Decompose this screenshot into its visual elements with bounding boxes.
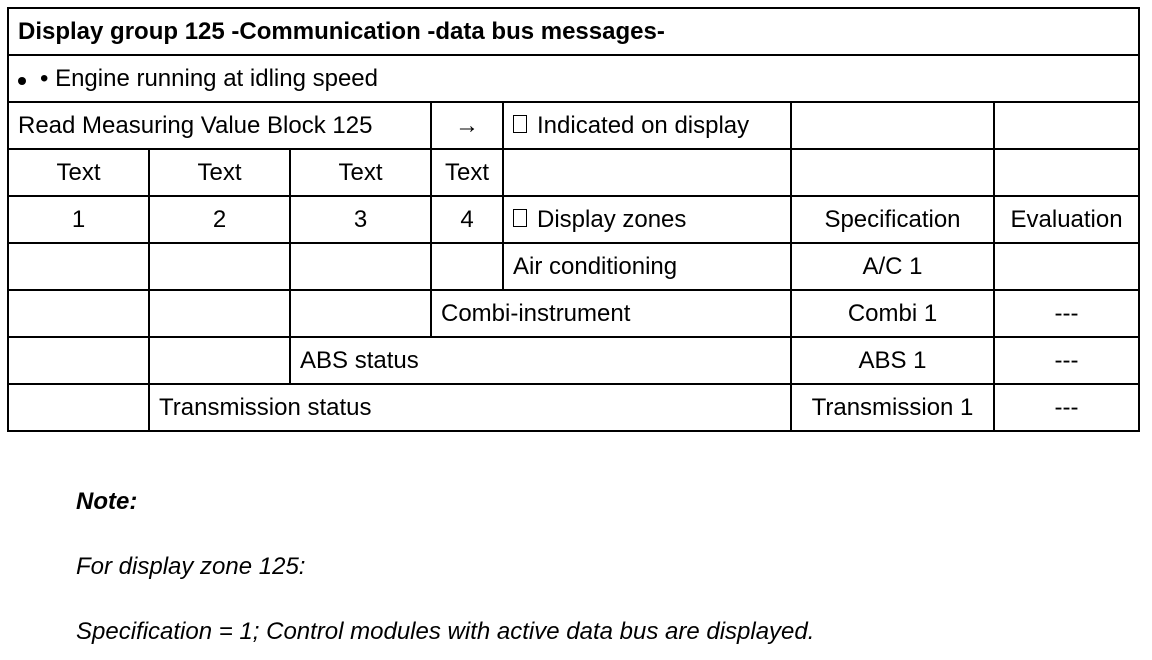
row-label: Transmission status (149, 384, 791, 431)
empty-cell (994, 149, 1139, 196)
specification-header: Specification (791, 196, 994, 243)
empty-cell (149, 337, 290, 384)
indicated-cell (503, 102, 791, 149)
table-row (8, 243, 1139, 290)
empty-cell (290, 243, 431, 290)
condition-text: • Engine running at idling speed (40, 64, 378, 92)
row-eval: --- (994, 337, 1139, 384)
table-row (8, 384, 1139, 431)
zone-number-4: 4 (431, 196, 503, 243)
note-line-2: Specification = 1; Control modules with active data bus are displayed. (76, 618, 815, 645)
empty-cell (8, 290, 149, 337)
empty-cell (994, 102, 1139, 149)
read-block-label: Read Measuring Value Block 125 (8, 102, 431, 149)
table-row (8, 337, 1139, 384)
indicated-label: Indicated on display (537, 111, 750, 139)
zone-number-1: 1 (8, 196, 149, 243)
row-eval: --- (994, 384, 1139, 431)
row-label: ABS status (290, 337, 791, 384)
row-label: Combi-instrument (431, 290, 791, 337)
empty-cell (290, 290, 431, 337)
row-spec: A/C 1 (791, 243, 994, 290)
row-spec: ABS 1 (791, 337, 994, 384)
text-header-3: Text (290, 149, 431, 196)
display-zones-label: Display zones (537, 205, 687, 233)
condition-cell (8, 55, 1139, 102)
empty-cell (149, 290, 290, 337)
table-title: Display group 125 -Communication -data bus messages- (8, 8, 1139, 55)
row-spec: Transmission 1 (791, 384, 994, 431)
zone-number-row (8, 196, 1139, 243)
row-label: Air conditioning (503, 243, 791, 290)
text-header-2: Text (149, 149, 290, 196)
table-row (8, 290, 1139, 337)
display-box-icon (513, 209, 527, 227)
display-box-icon (513, 115, 527, 133)
zone-number-3: 3 (290, 196, 431, 243)
note-line-1: For display zone 125: (76, 553, 306, 580)
measuring-value-table (7, 7, 1140, 432)
read-block-row (8, 102, 1139, 149)
note-heading: Note: (76, 488, 138, 515)
row-eval (994, 243, 1139, 290)
bullet-icon (18, 77, 26, 85)
text-header-row (8, 149, 1139, 196)
row-eval: --- (994, 290, 1139, 337)
empty-cell (431, 243, 503, 290)
row-spec: Combi 1 (791, 290, 994, 337)
text-header-4: Text (431, 149, 503, 196)
display-zones-header (503, 196, 791, 243)
text-header-1: Text (8, 149, 149, 196)
empty-cell (791, 149, 994, 196)
empty-cell (791, 102, 994, 149)
empty-cell (8, 243, 149, 290)
empty-cell (503, 149, 791, 196)
evaluation-header: Evaluation (994, 196, 1139, 243)
empty-cell (8, 337, 149, 384)
condition-row (8, 55, 1139, 102)
title-row (8, 8, 1139, 55)
empty-cell (149, 243, 290, 290)
arrow-cell: → (431, 102, 503, 149)
empty-cell (8, 384, 149, 431)
zone-number-2: 2 (149, 196, 290, 243)
